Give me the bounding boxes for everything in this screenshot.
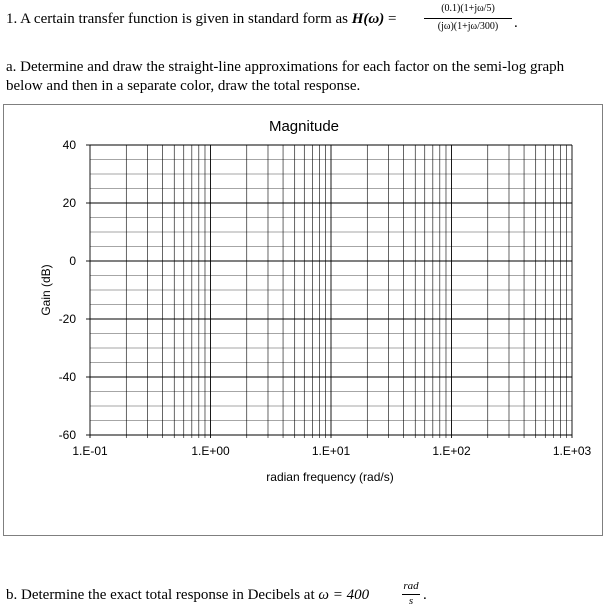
y-tick-label: 0: [69, 254, 76, 268]
part-a-text: a. Determine and draw the straight-line approximations for each factor on the semi-log graph below and then in a separate color, draw the total response.: [6, 59, 565, 94]
x-tick-label: 1.E-01: [72, 444, 108, 458]
y-tick-labels: [59, 138, 77, 442]
y-tick-label: -40: [58, 370, 76, 384]
tf-denominator: (jω)(1+jω/300): [437, 21, 499, 32]
x-tick-labels: [72, 444, 591, 458]
q1-period: .: [514, 15, 518, 31]
tf-numerator: (0.1)(1+jω/5): [441, 3, 495, 14]
x-axis-label: radian frequency (rad/s): [266, 470, 394, 484]
y-tick-label: -20: [58, 312, 76, 326]
x-tick-label: 1.E+02: [432, 444, 471, 458]
q1-prefix: 1. A certain transfer function is given in standard form as: [6, 11, 348, 27]
part-b-omega: ω = 400: [318, 587, 370, 603]
part-b-prefix: b. Determine the exact total response in Decibels at: [6, 587, 315, 603]
unit-numerator: rad: [403, 580, 419, 592]
q1-function: H(ω): [351, 11, 385, 27]
y-tick-label: 20: [62, 196, 76, 210]
chart-title: Magnitude: [268, 118, 340, 135]
y-tick-label: -60: [58, 428, 76, 442]
q1-equals: =: [388, 11, 397, 27]
grid: [86, 145, 572, 438]
y-tick-label: 40: [62, 138, 76, 152]
part-b-text: [6, 587, 369, 604]
x-tick-label: 1.E+01: [311, 444, 351, 458]
x-tick-label: 1.E+00: [191, 444, 230, 458]
part-b-period: .: [423, 587, 427, 603]
unit-denominator: s: [408, 595, 414, 607]
x-tick-label: 1.E+03: [552, 444, 592, 458]
y-axis-label: Gain (dB): [39, 264, 53, 316]
